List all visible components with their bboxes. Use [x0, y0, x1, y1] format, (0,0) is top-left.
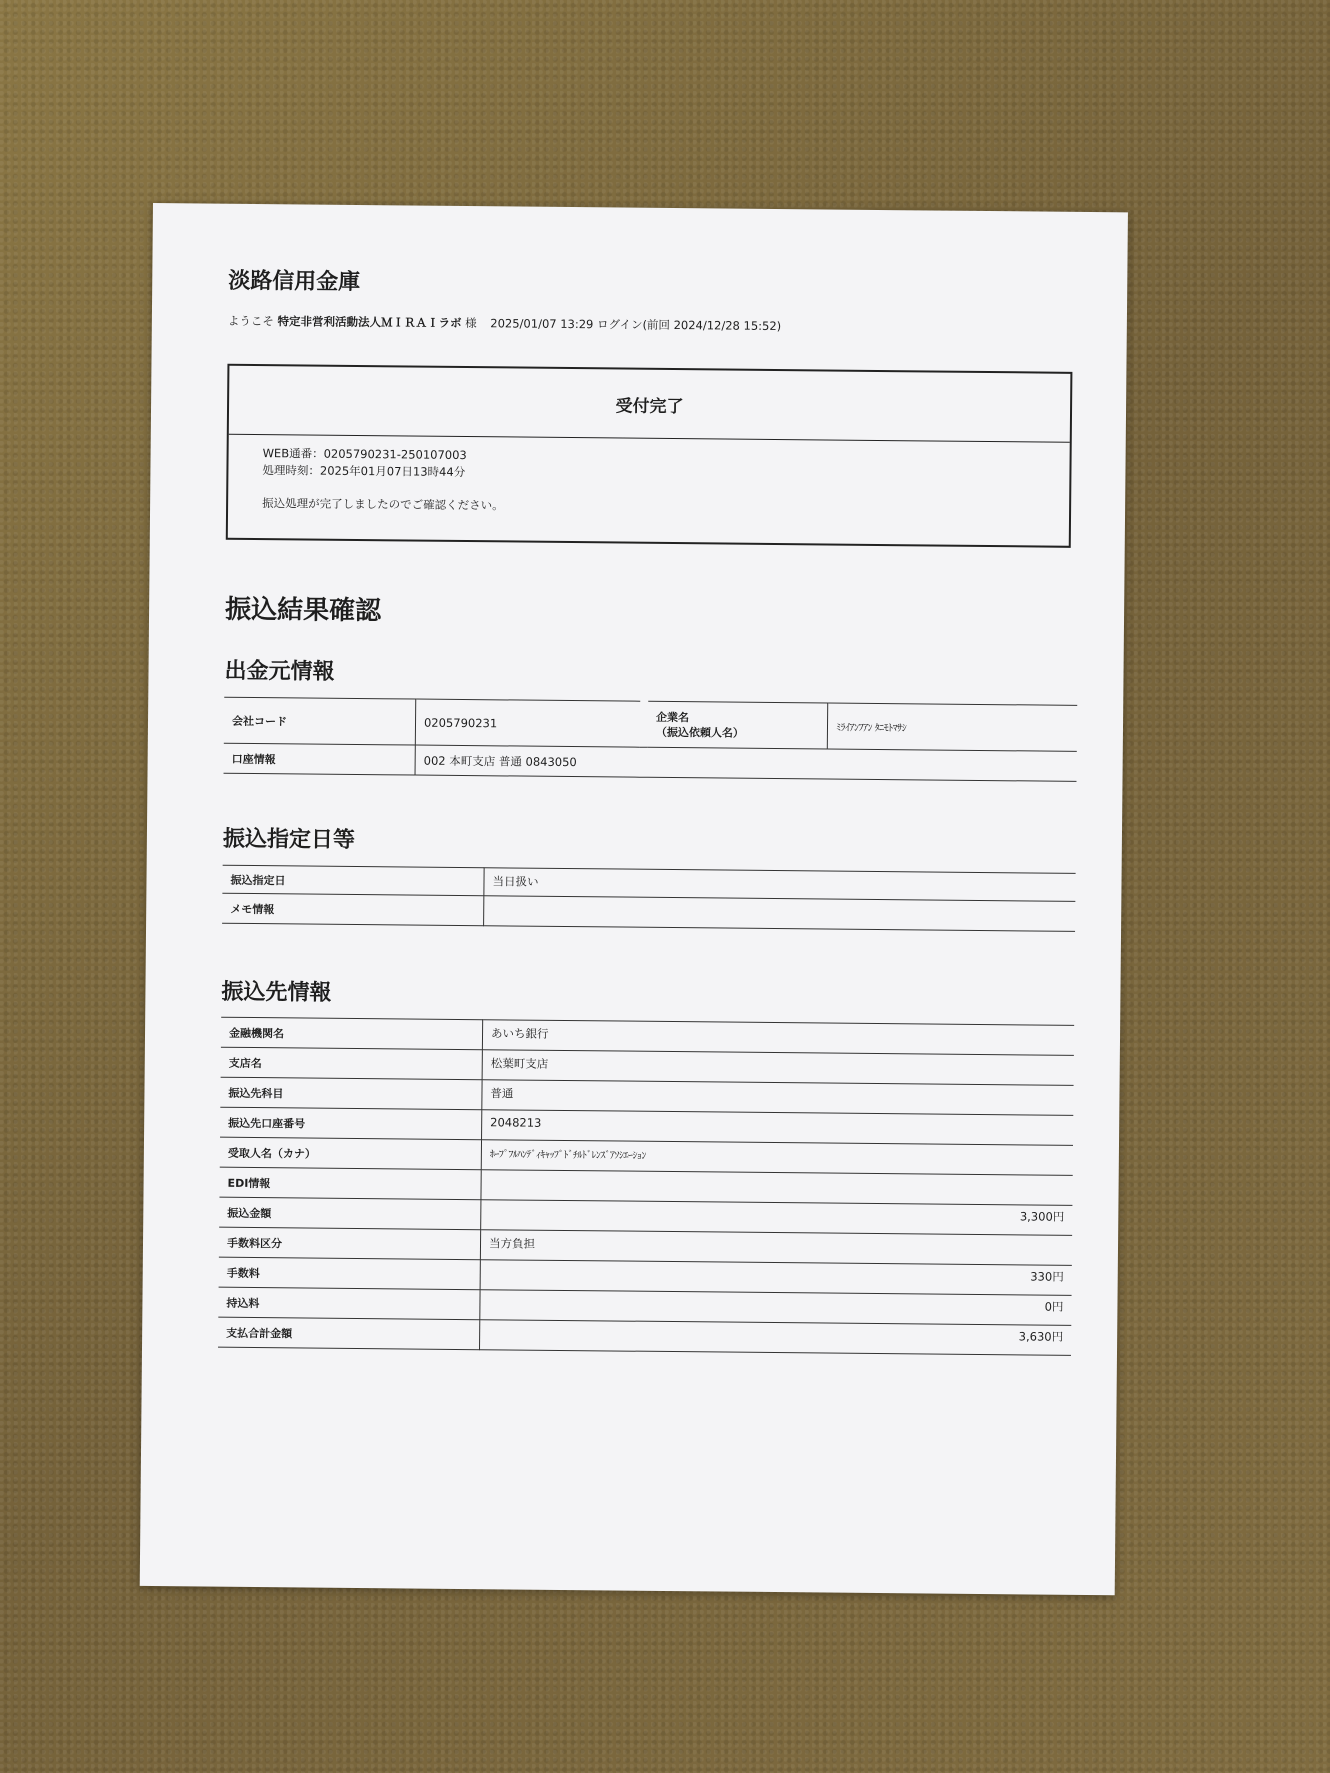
welcome-text: ようこそ	[227, 313, 274, 329]
web-number: WEB通番：0205790231-250107003	[262, 446, 467, 463]
account-label: 口座情報	[224, 743, 416, 775]
destination-value: あいち銀行	[482, 1020, 1074, 1056]
completion-title: 受付完了	[229, 366, 1071, 443]
schedule-date-label: 振込指定日	[222, 865, 484, 896]
destination-value: ﾎｰﾌﾟﾌﾙﾊﾝﾃﾞｨｷｬｯﾌﾟﾄﾞﾁﾙﾄﾞﾚﾝｽﾞｱｿｼｴｰｼｮﾝ	[481, 1140, 1073, 1176]
process-time: 処理時刻：2025年01月07日13時44分	[262, 463, 466, 480]
bank-name: 淡路信用金庫	[228, 268, 361, 295]
destination-label: 金融機関名	[221, 1017, 483, 1050]
destination-label: 受取人名（カナ）	[220, 1137, 482, 1170]
destination-label: 振込金額	[219, 1197, 481, 1230]
destination-value: 0円	[480, 1290, 1072, 1326]
destination-label: 持込料	[218, 1287, 480, 1320]
company-name-sublabel: （振込依頼人名）	[655, 725, 745, 740]
destination-value: 3,630円	[480, 1320, 1072, 1356]
destination-heading: 振込先情報	[221, 979, 332, 1006]
schedule-heading: 振込指定日等	[222, 826, 356, 853]
destination-label: EDI情報	[219, 1167, 481, 1200]
login-info	[228, 313, 781, 334]
account-value: 002 本町支店 普通 0843050	[415, 745, 1077, 781]
destination-value: 330円	[480, 1260, 1072, 1296]
destination-table	[218, 1017, 1074, 1356]
company-name-label: 企業名	[656, 710, 690, 724]
login-time: 2025/01/07 13:29 ログイン(前回 2024/12/28 15:52)	[490, 316, 782, 334]
printed-page	[140, 203, 1128, 1595]
destination-label: 振込先口座番号	[220, 1107, 482, 1140]
destination-label: 手数料	[219, 1257, 481, 1290]
schedule-date-value: 当日扱い	[484, 868, 1076, 902]
memo-value	[484, 896, 1076, 932]
honorific: 様	[465, 316, 477, 331]
destination-value: 普通	[482, 1080, 1074, 1116]
company-code-label: 会社コード	[224, 697, 416, 745]
completion-body	[228, 435, 1070, 520]
destination-value: 当方負担	[480, 1230, 1072, 1266]
completion-box	[226, 364, 1073, 548]
user-name: 特定非営利活動法人ＭＩＲＡＩラボ	[277, 314, 462, 330]
destination-label: 支払合計金額	[218, 1317, 480, 1350]
company-name-value: ﾐﾗｲｱﾝﾌｱﾝ ﾀﾆﾓﾄﾏｻｼ	[827, 703, 1077, 751]
destination-label: 支店名	[221, 1047, 483, 1080]
company-code-value: 0205790231	[415, 699, 640, 747]
memo-label: メモ情報	[222, 893, 484, 926]
page-title: 振込結果確認	[224, 594, 382, 627]
destination-value: 松葉町支店	[482, 1050, 1074, 1086]
table-row	[224, 697, 1077, 751]
source-table	[224, 697, 1078, 782]
company-name-label-cell	[648, 701, 828, 749]
destination-label: 手数料区分	[219, 1227, 481, 1260]
source-heading: 出金元情報	[224, 658, 335, 685]
destination-label: 振込先科目	[220, 1077, 482, 1110]
destination-value: 3,300円	[481, 1200, 1073, 1236]
completion-message: 振込処理が完了しましたのでご確認ください。	[262, 496, 504, 513]
destination-value: 2048213	[482, 1110, 1074, 1146]
schedule-table	[222, 865, 1076, 932]
